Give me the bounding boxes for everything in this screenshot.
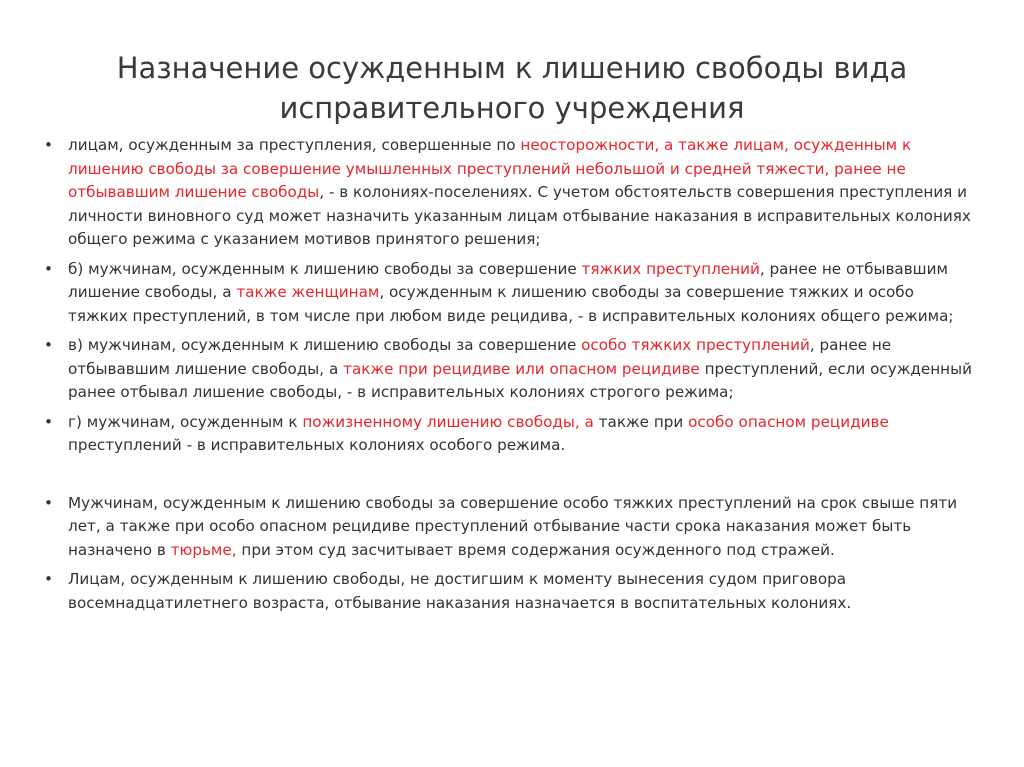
bullet-marker: • bbox=[44, 336, 53, 354]
highlighted-text: тюрьме, bbox=[170, 540, 237, 559]
body-text: Мужчинам, осужденным к лишению свободы за совершение особо тяжких преступлений на срок свыше пяти лет, а также при особо опасном рецидиве преступлений отбывание части срока наказания может быть назначено в bbox=[68, 493, 958, 559]
body-text: при этом суд засчитывает время содержания осужденного под стражей. bbox=[236, 540, 835, 559]
bullet-item bbox=[42, 134, 974, 252]
body-text: , ранее не отбывавшим лишение свободы, а bbox=[68, 259, 948, 301]
body-text: также при bbox=[593, 412, 689, 431]
bullet-marker: • bbox=[44, 136, 53, 154]
bullet-item bbox=[42, 492, 974, 563]
highlighted-text: пожизненному лишению свободы, а bbox=[302, 412, 594, 431]
body-text: Лицам, осужденным к лишению свободы, не достигшим к моменту вынесения судом приговора восемнадцатилетнего возраста, отбывание наказания назначается в воспитательных колониях. bbox=[68, 570, 852, 612]
highlighted-text: неосторожности, а также лицам, осужденным к лишению свободы за совершение умышленных преступлений небольшой и средней тяжести, ранее не отбывавшим лишение свободы bbox=[68, 136, 912, 201]
bullet-list bbox=[42, 134, 974, 621]
bullet-marker: • bbox=[44, 259, 53, 278]
body-text: преступлений, если осужденный ранее отбывал лишение свободы, - в исправительных колониях строгого режима; bbox=[68, 359, 972, 401]
highlighted-text: также при рецидиве или опасном рецидиве bbox=[343, 359, 700, 378]
bullet-item bbox=[42, 334, 974, 405]
slide-title: Назначение осужденным к лишению свободы вида исправительного учреждения bbox=[116, 51, 908, 125]
highlighted-text: особо опасном рецидиве bbox=[688, 412, 889, 431]
highlighted-text: особо тяжких преступлений bbox=[581, 336, 810, 354]
body-text: преступлений - в исправительных колониях особого режима. bbox=[68, 436, 566, 454]
highlighted-text: тяжких преступлений bbox=[581, 259, 760, 278]
bullet-item bbox=[42, 568, 974, 615]
bullet-item bbox=[42, 411, 974, 458]
bullet-marker: • bbox=[44, 493, 53, 512]
bullet-marker: • bbox=[44, 412, 53, 431]
body-text: , осужденным к лишению свободы за совершение тяжких и особо тяжких преступлений, в том числе при любом виде рецидива, - в исправительных колониях общего режима; bbox=[68, 283, 954, 325]
highlighted-text: также женщинам bbox=[236, 283, 380, 301]
bullet-marker: • bbox=[44, 570, 53, 588]
body-text: г) мужчинам, осужденным к bbox=[68, 412, 303, 431]
body-text: в) мужчинам, осужденным к лишению свободы за совершение bbox=[68, 336, 582, 354]
body-text: б) мужчинам, осужденным к лишению свободы за совершение bbox=[68, 259, 582, 278]
body-text: лицам, осужденным за преступления, совершенные по bbox=[68, 136, 521, 154]
body-text: , - в колониях-поселениях. С учетом обстоятельств совершения преступления и личности виновного суд может назначить указанным лицам отбывание наказания в исправительных колониях общего режима с указанием мотивов принятого решения; bbox=[68, 183, 971, 248]
body-text: , ранее не отбывавшим лишение свободы, а bbox=[68, 336, 892, 378]
bullet-item bbox=[42, 258, 974, 329]
